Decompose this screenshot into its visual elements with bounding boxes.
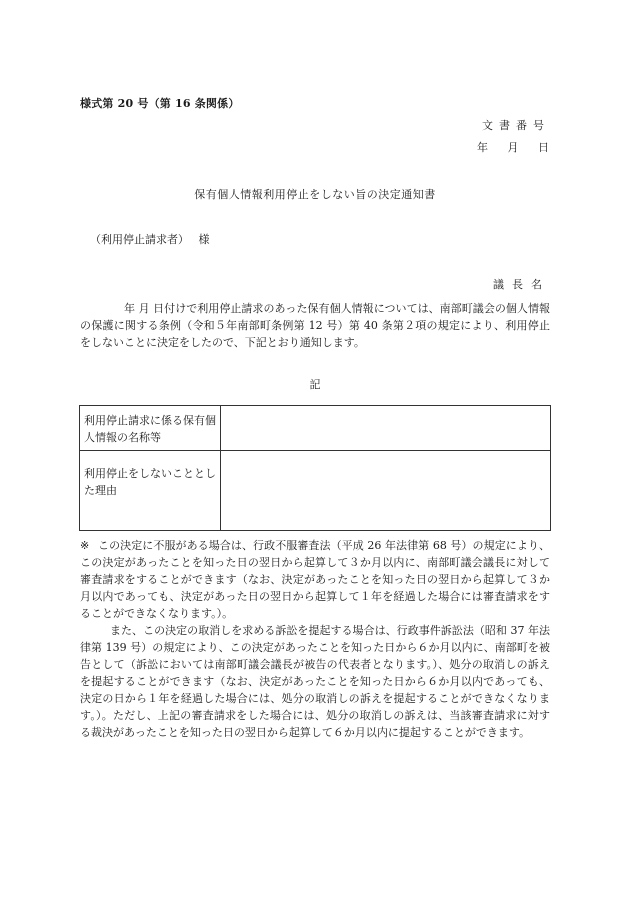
table-row-value [221,451,551,531]
table-row [80,451,551,531]
table-row-label: 利用停止をしないこととした理由 [80,451,221,531]
document-title: 保有個人情報利用停止をしない旨の決定通知書 [194,188,436,201]
table-row-label: 利用停止請求に係る保有個人情報の名称等 [80,406,221,451]
note-paragraph-lawsuit: また、この決定の取消しを求める訴訟を提起する場合は、行政事件訴訟法（昭和 37 年法律第 139 号）の規定により、この決定があったことを知った日から６か月以内に、南部町を被告として（訴訟においては南部町議会議長が被告の代表者となります。）、処分の取消しの訴えを提起することができます（なお、決定があったことを知った日から６か月以内であっても、決定の日から１年を経過した場合には、処分の取消しの訴えを提起することができなくなります。）。ただし、上記の審査請求をした場合には、処分の取消しの訴えは、当該審査請求に対する裁決があったことを知った日の翌日から起算して６か月以内に提起することができます。 [80,624,550,739]
table-row-value [221,406,551,451]
date-label: 年 月 日 [477,141,550,154]
table-row [80,406,551,451]
appeal-note [80,537,550,741]
decision-info-table [79,405,551,531]
addressee: （利用停止請求者） 様 [90,233,210,246]
ki-heading: 記 [309,378,321,391]
sender-name: 議長名 [493,278,550,291]
document-number-label: 文書番号 [482,119,550,132]
note-paragraph-appeal: この決定に不服がある場合は、行政不服審査法（平成 26 年法律第 68 号）の規定により、この決定があったことを知った日の翌日から起算して３か月以内に、南部町議会議長に対して審査請求をすることができます（なお、決定があったことを知った日の翌日から起算して３か月以内であっても、決定があった日の翌日から起算して１年を経過した場合には審査請求をすることができなくなります。）。 [80,539,550,620]
note-mark: ※ [80,539,90,552]
form-number: 様式第 20 号（第 16 条関係） [80,97,240,110]
body-paragraph: 年 月 日付けで利用停止請求のあった保有個人情報については、南部町議会の個人情報の保護に関する条例（令和５年南部町条例第 12 号）第 40 条第２項の規定により、利用停止をしないことに決定をしたので、下記とおり通知します。 [80,302,550,349]
